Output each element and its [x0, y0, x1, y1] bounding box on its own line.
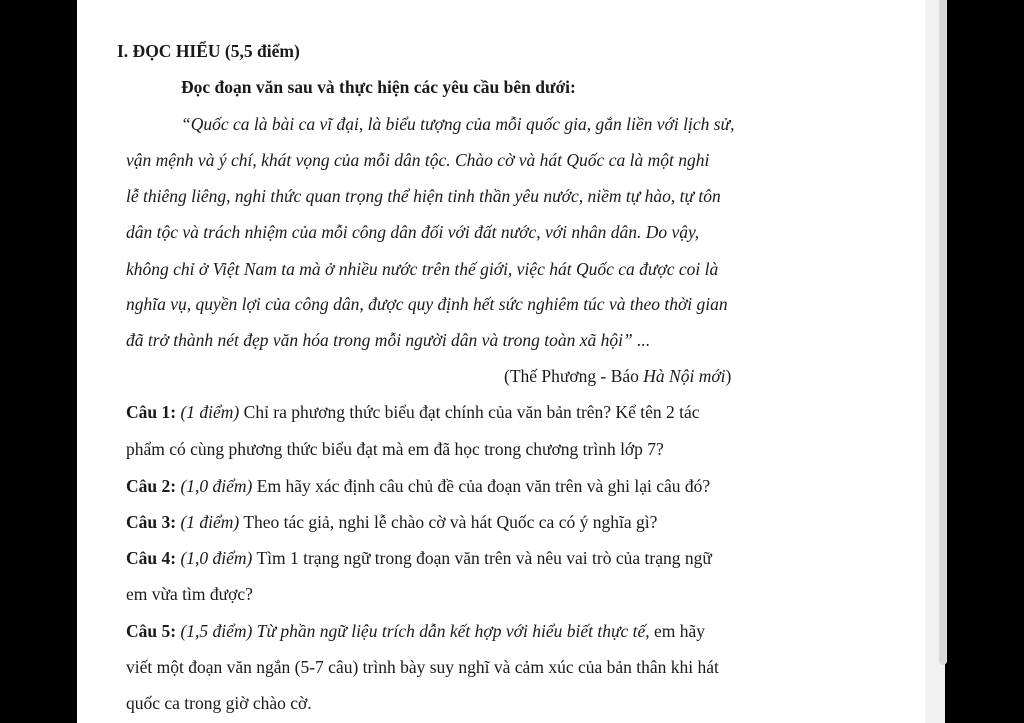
- question-3: [126, 514, 657, 532]
- question-5: [126, 623, 705, 641]
- section-heading: I. ĐỌC HIỂU (5,5 điểm): [117, 41, 300, 61]
- source-publication: Hà Nội mới: [643, 366, 726, 386]
- passage-line: không chỉ ở Việt Nam ta mà ở nhiều nước trên thế giới, việc hát Quốc ca được coi là: [126, 259, 719, 279]
- question-points: (1 điểm): [180, 402, 240, 422]
- question-points: (1 điểm): [180, 512, 240, 532]
- question-text: em hãy: [654, 621, 706, 641]
- question-4: [126, 550, 712, 568]
- question-label: Câu 1:: [126, 402, 177, 422]
- passage-line: đã trở thành nét đẹp văn hóa trong mỗi người dân và trong toàn xã hội” ...: [126, 330, 651, 350]
- question-label: Câu 3:: [126, 512, 177, 532]
- question-text: Em hãy xác định câu chủ đề của đoạn văn trên và ghi lại câu đó?: [256, 476, 711, 496]
- passage-line: “Quốc ca là bài ca vĩ đại, là biểu tượng của mỗi quốc gia, gắn liền với lịch sử,: [181, 114, 735, 134]
- question-points: (1,0 điểm): [180, 476, 253, 496]
- question-text-italic: Từ phần ngữ liệu trích dẫn kết hợp với hiểu biết thực tế,: [256, 621, 650, 641]
- question-text: Tìm 1 trạng ngữ trong đoạn văn trên và nêu vai trò của trạng ngữ: [256, 548, 712, 568]
- passage-line: lễ thiêng liêng, nghi thức quan trọng thể hiện tinh thần yêu nước, niềm tự hào, tự tôn: [126, 186, 721, 206]
- document-page: [77, 0, 925, 723]
- question-1: [126, 404, 700, 422]
- source-citation: [504, 368, 731, 386]
- question-points: (1,5 điểm): [180, 621, 253, 641]
- passage-line: vận mệnh và ý chí, khát vọng của mỗi dân tộc. Chào cờ và hát Quốc ca là một nghi: [126, 150, 710, 170]
- question-label: Câu 5:: [126, 621, 177, 641]
- question-label: Câu 4:: [126, 548, 177, 568]
- source-suffix: ): [725, 366, 732, 386]
- question-points: (1,0 điểm): [180, 548, 253, 568]
- source-prefix: (Thế Phương - Báo: [504, 366, 644, 386]
- question-5-continuation-2: quốc ca trong giờ chào cờ.: [126, 693, 312, 713]
- passage-line: nghĩa vụ, quyền lợi của công dân, được quy định hết sức nghiêm túc và theo thời gian: [126, 294, 728, 314]
- question-text: Chỉ ra phương thức biểu đạt chính của văn bản trên? Kể tên 2 tác: [243, 402, 700, 422]
- question-5-continuation: viết một đoạn văn ngắn (5-7 câu) trình bày suy nghĩ và cảm xúc của bản thân khi hát: [126, 657, 719, 677]
- question-2: [126, 478, 710, 496]
- question-4-continuation: em vừa tìm được?: [126, 584, 253, 604]
- question-text: Theo tác giả, nghi lễ chào cờ và hát Quốc ca có ý nghĩa gì?: [243, 512, 658, 532]
- scrollbar-thumb[interactable]: [939, 0, 947, 665]
- passage-line: dân tộc và trách nhiệm của mỗi công dân đối với đất nước, với nhân dân. Do vậy,: [126, 222, 700, 242]
- instruction: Đọc đoạn văn sau và thực hiện các yêu cầu bên dưới:: [181, 77, 576, 97]
- question-1-continuation: phẩm có cùng phương thức biểu đạt mà em đã học trong chương trình lớp 7?: [126, 439, 664, 459]
- question-label: Câu 2:: [126, 476, 177, 496]
